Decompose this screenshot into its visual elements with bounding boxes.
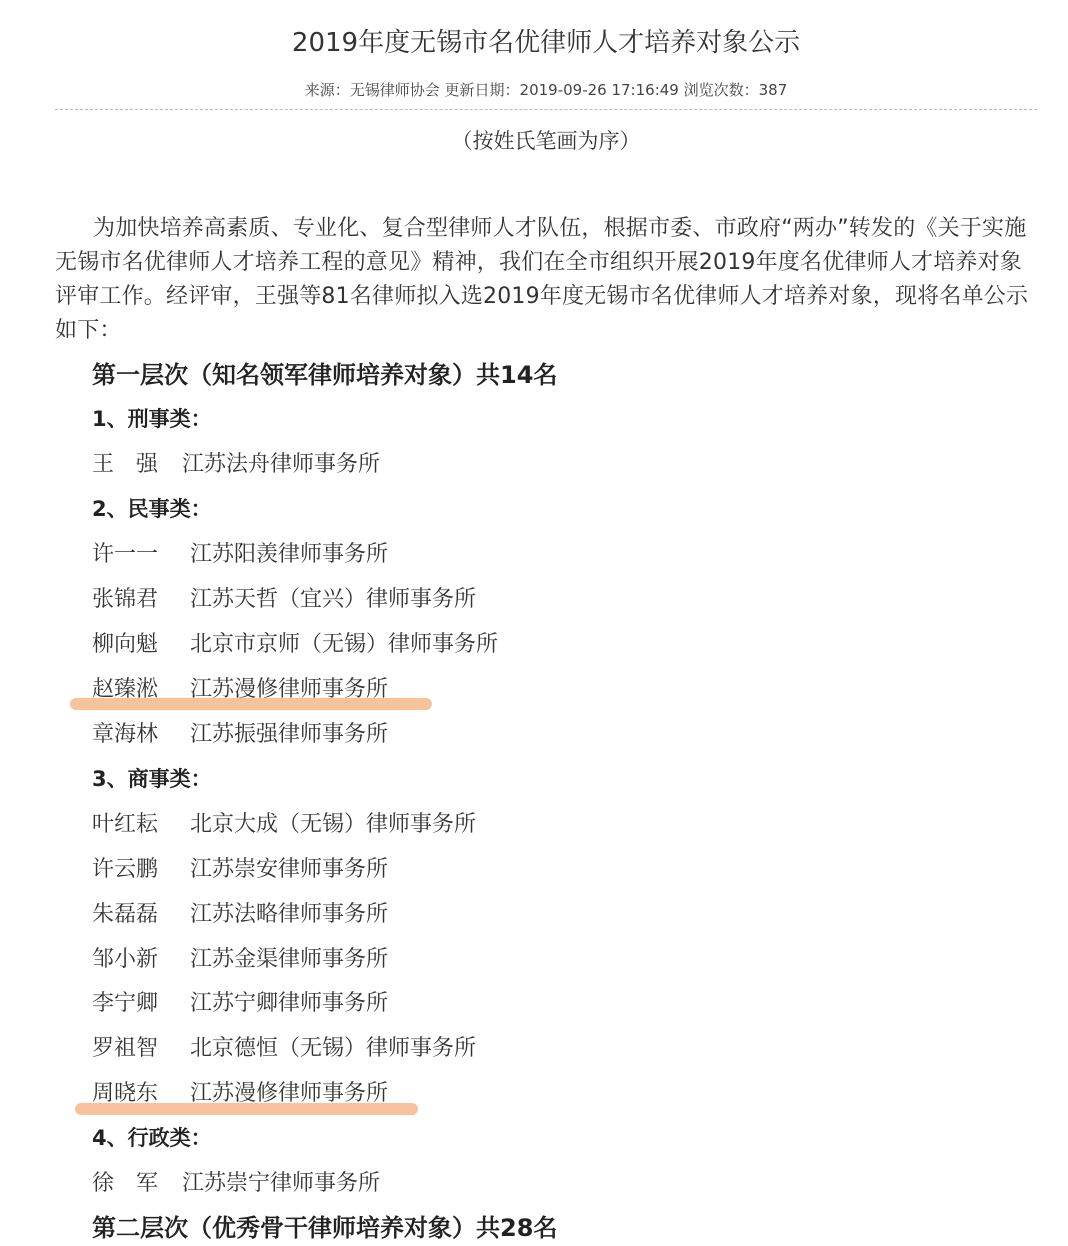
law-firm: 江苏金渠律师事务所 xyxy=(190,947,389,972)
law-firm: 北京大成（无锡）律师事务所 xyxy=(190,812,477,837)
law-firm: 北京德恒（无锡）律师事务所 xyxy=(190,1036,477,1061)
lawyer-name: 许一一 xyxy=(92,542,159,567)
list-item xyxy=(92,807,476,838)
list-item xyxy=(92,447,380,478)
intro-paragraph: 为加快培养高素质、专业化、复合型律师人才队伍，根据市委、市政府“两办”转发的《关于实施无锡市名优律师人才培养工程的意见》精神，我们在全市组织开展2019年度名优律师人才培养对象评审工作。经评审，王强等81名律师拟入选2019年度无锡市名优律师人才培养对象，现将名单公示如下： xyxy=(55,216,1029,343)
law-firm: 江苏法舟律师事务所 xyxy=(182,452,381,477)
list-item xyxy=(92,852,388,883)
category-label: 1、刑事类： xyxy=(92,407,212,431)
lawyer-name: 李宁卿 xyxy=(92,991,159,1016)
list-item xyxy=(92,582,476,613)
lawyer-name: 许云鹏 xyxy=(92,857,159,882)
source-value: 无锡律师协会 xyxy=(349,81,440,99)
law-firm: 江苏法略律师事务所 xyxy=(190,902,389,927)
list-item xyxy=(92,717,388,748)
category-label: 3、商事类： xyxy=(92,767,212,791)
lawyer-name: 周晓东 xyxy=(92,1081,159,1106)
lawyer-name: 张锦君 xyxy=(92,587,159,612)
law-firm: 江苏漫修律师事务所 xyxy=(190,1081,389,1106)
tier2-heading: 第二层次（优秀骨干律师培养对象）共28名 xyxy=(92,1214,558,1242)
lawyer-name: 邹小新 xyxy=(92,947,159,972)
lawyer-name: 叶红耘 xyxy=(92,812,159,837)
list-item xyxy=(92,672,388,703)
law-firm: 北京市京师（无锡）律师事务所 xyxy=(190,632,499,657)
category-label: 2、民事类： xyxy=(92,497,212,521)
lawyer-name: 章海林 xyxy=(92,722,159,747)
list-item xyxy=(92,897,388,928)
views-label: 浏览次数： xyxy=(683,81,759,99)
law-firm: 江苏阳羡律师事务所 xyxy=(190,542,389,567)
article-subtitle: （按姓氏笔画为序） xyxy=(451,129,641,153)
updated-value: 2019-09-26 17:16:49 xyxy=(519,81,679,99)
law-firm: 江苏崇安律师事务所 xyxy=(190,857,389,882)
list-item xyxy=(92,986,388,1017)
law-firm: 江苏漫修律师事务所 xyxy=(190,677,389,702)
article-meta xyxy=(0,79,1068,100)
list-item xyxy=(92,1031,476,1062)
law-firm: 江苏振强律师事务所 xyxy=(190,722,389,747)
tier1-heading: 第一层次（知名领军律师培养对象）共14名 xyxy=(92,361,558,389)
article-title: 2019年度无锡市名优律师人才培养对象公示 xyxy=(291,28,801,58)
list-item xyxy=(92,537,388,568)
updated-label: 更新日期： xyxy=(444,81,520,99)
source-label: 来源： xyxy=(304,81,350,99)
law-firm: 江苏宁卿律师事务所 xyxy=(190,991,389,1016)
lawyer-name: 罗祖智 xyxy=(92,1036,159,1061)
header-divider xyxy=(55,109,1037,110)
lawyer-name: 朱磊磊 xyxy=(92,902,159,927)
list-item xyxy=(92,1166,380,1197)
list-item xyxy=(92,942,388,973)
lawyer-name: 徐 军 xyxy=(92,1171,159,1196)
law-firm: 江苏崇宁律师事务所 xyxy=(182,1171,381,1196)
category-label: 4、行政类： xyxy=(92,1126,212,1150)
list-item xyxy=(92,627,498,658)
views-count: 387 xyxy=(758,81,788,99)
lawyer-name: 王 强 xyxy=(92,452,159,477)
list-item xyxy=(92,1076,388,1107)
lawyer-name: 柳向魁 xyxy=(92,632,159,657)
law-firm: 江苏天哲（宜兴）律师事务所 xyxy=(190,587,477,612)
lawyer-name: 赵臻淞 xyxy=(92,677,159,702)
